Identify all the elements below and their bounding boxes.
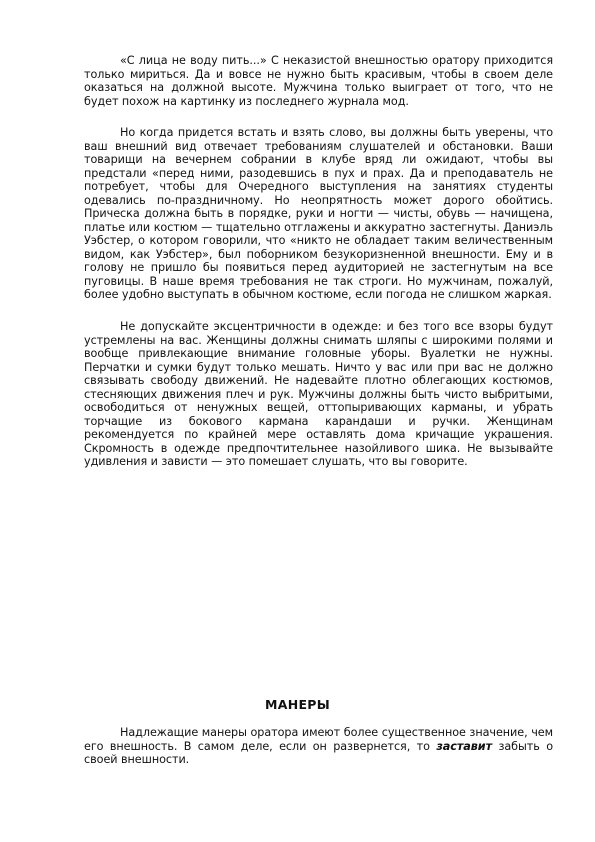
paragraph-text-after: забыть о своей внешности. xyxy=(84,739,553,766)
paragraph-text: Не допускайте эксцентричности в одежде: и без того все взоры будут устремлены на вас. Женщины должны снимать шляпы с широкими полями и вообще привлекающие внимание головные уборы. Вуалетки не нужны. Перчатки и сумки будут только мешать. Ничто у вас или при вас не должно связывать свободу движений. Не надевайте плотно облегающих костюмов, стесняющих движения плеч и рук. Мужчины должны быть чисто выбритыми, освободиться от ненужных вещей, оттопыривающих карманы, и убрать торчащие из бокового кармана карандаши и ручки. Женщинам рекомендуется по крайней мере оставлять дома кричащие украшения. Скромность в одежде предпочтительнее назойливого шика. Не вызывайте удивления и зависти — это помешает слушать, что вы говорите. xyxy=(84,320,553,468)
paragraph-clothing-advice xyxy=(84,320,553,469)
paragraph-manners xyxy=(84,726,553,767)
paragraph-text: Но когда придется встать и взять слово, вы должны быть уверены, что ваш внешний вид отвечает требованиям слушателей и обстановки. Ваши товарищи на вечернем собрании в клубе вряд ли ожидают, чтобы вы предстали «перед ними, разодевшись в пух и прах. Да и преподаватель не потребует, чтобы для Очередного выступления на занятиях студенты одевались по-праздничному. Но неопрятность может дорого обойтись. Прическа должна быть в порядке, руки и ногти — чисты, обувь — начищена, платье или костюм — тщательно отглажены и аккуратно застегнуты. Даниэль Уэбстер, о котором говорили, что «никто не обладает таким величественным видом, как Уэбстер», был поборником безукоризненной внешности. Ему и в голову не пришло бы появиться перед аудиторией не застегнутым на все пуговицы. В наше время требования не так строги. Но мужчинам, пожалуй, более удобно выступать в обычном костюме, если погода не слишком жаркая. xyxy=(84,126,553,301)
paragraph-text: «С лица не воду пить...» С неказистой внешностью оратору приходится только мириться. Да и вовсе не нужно быть красивым, чтобы в своем деле оказаться на должной высоте. Мужчина только выиграет от того, что не будет похож на картинку из последнего журнала мод. xyxy=(84,54,553,108)
paragraph-text-before: Надлежащие манеры оратора имеют более существенное значение, чем его внешность. В самом деле, если он развернется, то xyxy=(84,726,553,753)
paragraph-text xyxy=(84,726,553,767)
paragraph-appearance-intro xyxy=(84,54,553,108)
paragraph-appearance-expectations xyxy=(84,126,553,302)
emphasized-word: заставит xyxy=(436,739,493,753)
section-heading: МАНЕРЫ xyxy=(264,697,331,712)
